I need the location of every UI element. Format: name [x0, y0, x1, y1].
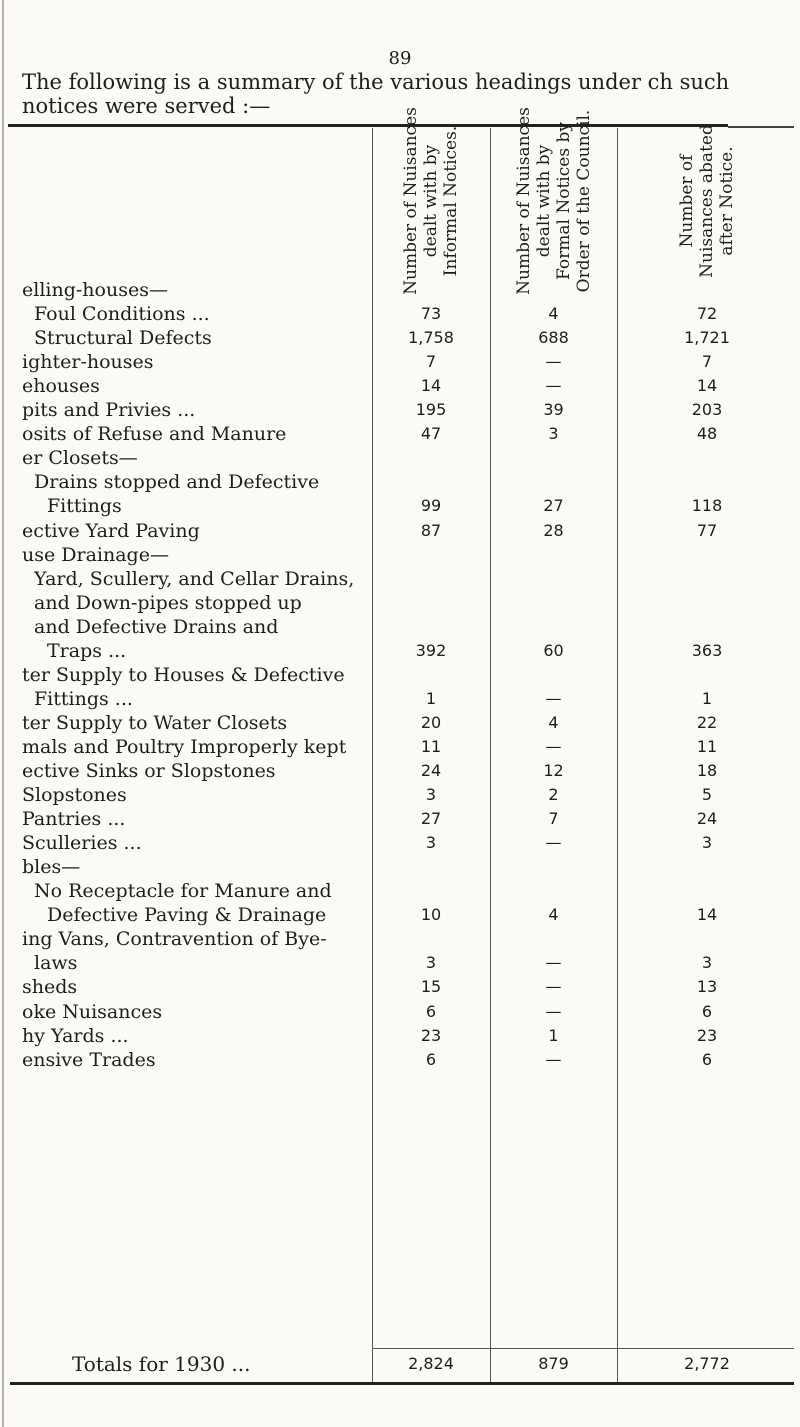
row-label: Pantries ...	[22, 808, 126, 831]
table-row	[0, 326, 800, 350]
cell-informal: 1	[425, 688, 437, 708]
table-row	[0, 567, 800, 591]
header-abated-line-3: after Notice.	[717, 145, 737, 256]
totals-informal: 2,824	[408, 1354, 454, 1373]
table-row	[0, 783, 800, 807]
totals-label: Totals for 1930 ...	[72, 1352, 251, 1376]
cell-abated: 3	[701, 833, 713, 853]
cell-abated: 48	[696, 424, 718, 444]
cell-abated: 3	[701, 953, 713, 973]
row-label: Drains stopped and Defective	[34, 471, 320, 494]
cell-formal: —	[545, 688, 562, 708]
table-row	[0, 687, 800, 711]
table-row	[0, 975, 800, 999]
table-top-rule	[8, 124, 728, 127]
cell-abated: 11	[696, 736, 718, 756]
cell-formal: —	[545, 1001, 562, 1021]
table-row	[0, 831, 800, 855]
cell-abated: 23	[696, 1025, 718, 1045]
cell-informal: 10	[420, 905, 442, 925]
row-label: ing Vans, Contravention of Bye-	[22, 928, 327, 951]
table-row	[0, 446, 800, 470]
row-label: er Closets—	[22, 447, 138, 470]
totals-row	[0, 1352, 800, 1376]
cell-informal: 27	[420, 809, 442, 829]
header-informal-line-2: dealt with by	[421, 144, 442, 257]
cell-abated: 14	[696, 905, 718, 925]
cell-informal: 3	[425, 785, 437, 805]
page-number: 89	[388, 48, 412, 69]
cell-abated: 77	[696, 520, 718, 540]
cell-formal: 4	[548, 712, 559, 732]
table-row	[0, 615, 800, 639]
header-informal-line-3: Informal Notices.	[441, 125, 462, 276]
cell-abated: 72	[696, 304, 718, 324]
totals-abated: 2,772	[684, 1354, 730, 1373]
row-label: ehouses	[22, 375, 100, 398]
row-label: sheds	[22, 976, 78, 999]
header-formal-line-1: Number of Nuisances	[513, 106, 534, 295]
cell-informal: 99	[420, 496, 442, 516]
row-label: laws	[34, 952, 78, 975]
cell-informal: 392	[415, 640, 447, 660]
totals-rule	[372, 1348, 794, 1349]
table-row	[0, 663, 800, 687]
cell-formal: 2	[548, 785, 559, 805]
cell-formal: 60	[543, 640, 564, 660]
cell-informal: 15	[420, 977, 442, 997]
table-row	[0, 951, 800, 975]
cell-formal: 4	[548, 304, 559, 324]
table-bottom-rule	[10, 1382, 794, 1385]
cell-abated: 363	[691, 640, 723, 660]
cell-formal: —	[545, 736, 562, 756]
header-formal-line-4: Order of the Council.	[573, 109, 594, 292]
row-label: use Drainage—	[22, 543, 169, 566]
header-informal-line-1: Number of Nuisances	[401, 106, 422, 295]
cell-formal: 39	[543, 400, 564, 420]
row-label: Fittings	[47, 495, 122, 518]
table-row	[0, 494, 800, 518]
intro-text: The following is a summary of the various headings under ch such notices were served :—	[22, 70, 730, 118]
cell-formal: 7	[548, 809, 559, 829]
cell-informal: 87	[420, 520, 442, 540]
table-row	[0, 591, 800, 615]
cell-informal: 20	[420, 712, 442, 732]
table-row	[0, 927, 800, 951]
cell-formal: —	[545, 376, 562, 396]
row-label: ter Supply to Water Closets	[22, 711, 288, 734]
cell-abated: 5	[701, 785, 713, 805]
table-row	[0, 350, 800, 374]
cell-abated: 22	[696, 712, 718, 732]
row-label: and Down-pipes stopped up	[34, 591, 302, 614]
row-label: Sculleries ...	[22, 832, 142, 855]
row-label: oke Nuisances	[22, 1000, 163, 1023]
row-label: Defective Paving & Drainage	[47, 904, 327, 927]
header-formal-notices	[490, 106, 617, 295]
cell-informal: 73	[420, 304, 442, 324]
table-row	[0, 879, 800, 903]
table-row	[0, 903, 800, 927]
cell-abated: 1,721	[684, 328, 730, 348]
cell-informal: 14	[420, 376, 442, 396]
row-label: ective Sinks or Slopstones	[22, 760, 276, 782]
cell-formal: 688	[538, 328, 569, 348]
table-row	[0, 735, 800, 759]
cell-formal: —	[545, 953, 562, 973]
row-label: Traps ...	[47, 639, 127, 662]
table-row	[0, 302, 800, 326]
cell-informal: 23	[420, 1025, 442, 1045]
table-row	[0, 759, 800, 783]
cell-formal: —	[545, 1049, 562, 1069]
table-row	[0, 374, 800, 398]
row-label: Foul Conditions ...	[34, 303, 210, 326]
row-label: Slopstones	[22, 784, 127, 807]
cell-abated: 1	[701, 688, 713, 708]
row-label: ensive Trades	[22, 1048, 156, 1071]
table-row	[0, 807, 800, 831]
row-label: elling-houses—	[22, 279, 168, 301]
cell-formal: —	[545, 977, 562, 997]
row-label: mals and Poultry Improperly kept	[22, 735, 347, 758]
table-row	[0, 422, 800, 446]
cell-abated: 6	[701, 1001, 713, 1021]
cell-informal: 47	[420, 424, 442, 444]
table-row	[0, 519, 800, 543]
cell-abated: 24	[696, 809, 718, 829]
cell-formal: 3	[548, 424, 559, 444]
header-informal-notices	[372, 106, 490, 295]
cell-abated: 118	[691, 496, 723, 516]
cell-informal: 6	[425, 1049, 437, 1069]
row-label: No Receptacle for Manure and	[34, 880, 332, 903]
row-label: and Defective Drains and	[34, 615, 279, 638]
cell-formal: 12	[543, 761, 564, 780]
cell-abated: 18	[696, 761, 718, 780]
row-label: hy Yards ...	[22, 1024, 129, 1047]
header-formal-line-3: Formal Notices by	[553, 121, 574, 280]
cell-informal: 24	[420, 761, 442, 780]
table-row	[0, 470, 800, 494]
cell-formal: 28	[543, 520, 564, 540]
totals-formal: 879	[538, 1354, 569, 1373]
row-label: ighter-houses	[22, 351, 154, 374]
cell-abated: 6	[701, 1049, 713, 1069]
table-row	[0, 639, 800, 663]
cell-formal: —	[545, 352, 562, 372]
cell-informal: 7	[425, 352, 437, 372]
cell-informal: 1,758	[408, 328, 454, 348]
table-row	[0, 543, 800, 567]
cell-informal: 11	[420, 736, 442, 756]
cell-informal: 195	[415, 400, 447, 420]
cell-abated: 14	[696, 376, 718, 396]
cell-formal: 27	[543, 496, 564, 516]
row-label: pits and Privies ...	[22, 399, 196, 422]
header-abated-line-2: Nuisances abated	[697, 123, 717, 278]
table-row	[0, 278, 800, 302]
row-label: Yard, Scullery, and Cellar Drains,	[34, 567, 355, 590]
row-label: osits of Refuse and Manure	[22, 423, 287, 446]
row-label: Fittings ...	[34, 687, 133, 710]
cell-formal: 4	[548, 905, 559, 925]
table-row	[0, 1024, 800, 1048]
header-abated	[617, 123, 797, 278]
row-label: ective Yard Paving	[22, 519, 200, 542]
row-label: Structural Defects	[34, 327, 212, 350]
header-formal-line-2: dealt with by	[533, 144, 554, 257]
cell-abated: 203	[691, 400, 723, 420]
cell-formal: 1	[548, 1025, 559, 1045]
table-row	[0, 711, 800, 735]
table-row	[0, 398, 800, 422]
totals-divider	[617, 1370, 618, 1382]
cell-abated: 13	[696, 977, 718, 997]
cell-formal: —	[545, 833, 562, 853]
cell-informal: 3	[425, 953, 437, 973]
table-row	[0, 1048, 800, 1072]
row-label: bles—	[22, 856, 81, 879]
table-row	[0, 855, 800, 879]
cell-informal: 6	[425, 1001, 437, 1021]
row-label: ter Supply to Houses & Defective	[22, 663, 345, 686]
cell-informal: 3	[425, 833, 437, 853]
cell-abated: 7	[701, 352, 713, 372]
table-row	[0, 1000, 800, 1024]
header-abated-line-1: Number of	[677, 154, 697, 247]
